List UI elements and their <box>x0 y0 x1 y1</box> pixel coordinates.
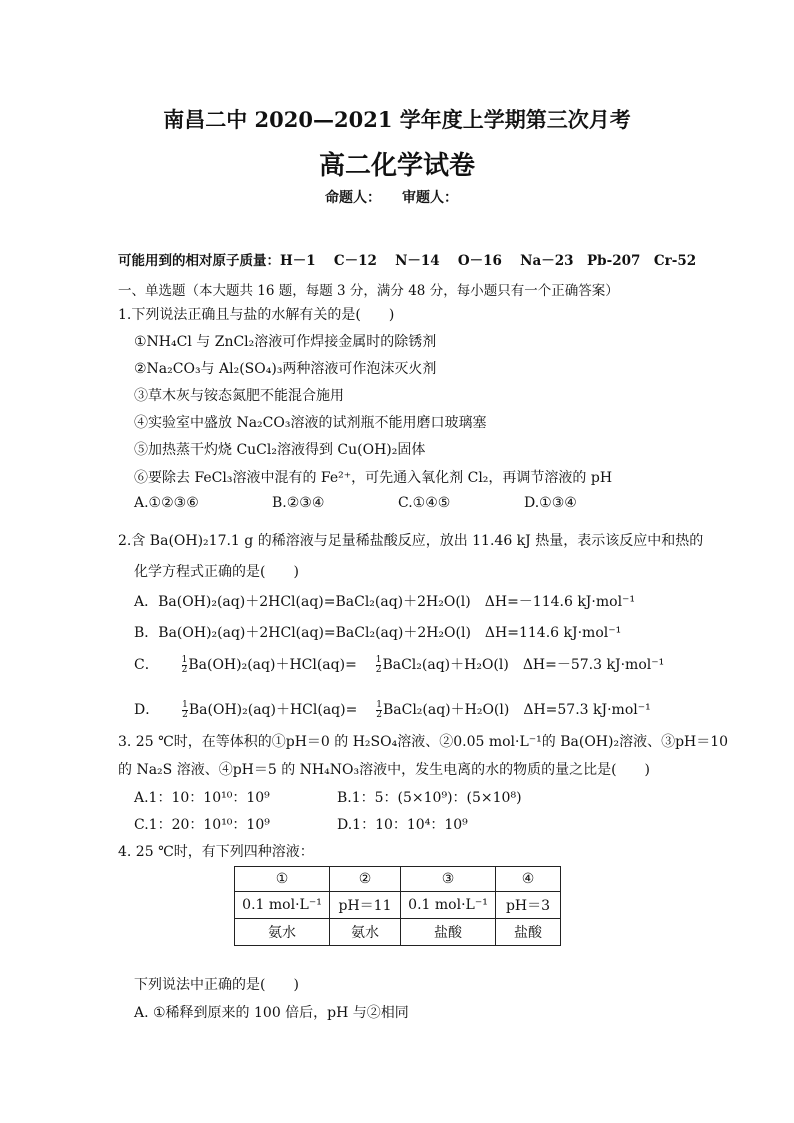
exam-title: 南昌二中 2020—2021 学年度上学期第三次月考 <box>163 107 631 132</box>
exam-subtitle: 高二化学试卷 <box>318 151 475 181</box>
table-cell: 氨水 <box>330 919 401 946</box>
q2-stem: 2.含 Ba(OH)₂17.1 g 的稀溶液与足量稀盐酸反应，放出 11.46 kJ 热量，表示该反应中和热的 <box>118 533 704 549</box>
q1-item: ③草木灰与铵态氮肥不能混合施用 <box>134 388 344 404</box>
equation-right: BaCl₂(aq)＋H₂O(l) ΔH=57.3 kJ·mol⁻¹ <box>382 702 651 718</box>
fraction-half: $\frac{1}{2}$ <box>375 654 382 675</box>
table-header: ③ <box>401 867 496 892</box>
option-label: D． <box>134 702 160 718</box>
q1-option-d: D.①③④ <box>524 495 577 511</box>
q3-option-a: A.1：10：10¹⁰：10⁹ <box>134 790 270 806</box>
q1-item: ⑤加热蒸干灼烧 CuCl₂溶液得到 Cu(OH)₂固体 <box>134 442 426 458</box>
q2-option-d <box>134 699 651 720</box>
q2-stem-cont: 化学方程式正确的是( ) <box>134 564 299 580</box>
authors-line: 命题人： 审题人： <box>325 190 458 206</box>
q3-stem: 3. 25 ℃时，在等体积的①pH＝0 的 H₂SO₄溶液、②0.05 mol·L⁻¹的 Ba(OH)₂溶液、③pH＝10 <box>118 734 729 750</box>
table-row <box>235 892 561 919</box>
option-label: C． <box>134 657 159 673</box>
table-header: ② <box>330 867 401 892</box>
table-row <box>235 919 561 946</box>
q2-option-c <box>134 654 664 675</box>
equation-left: Ba(OH)₂(aq)＋HCl(aq)= <box>188 657 357 673</box>
fraction-half: $\frac{1}{2}$ <box>376 699 382 720</box>
q1-option-a: A.①②③⑥ <box>134 495 199 511</box>
fraction-half: $\frac{1}{2}$ <box>182 699 188 720</box>
q1-stem: 1.下列说法正确且与盐的水解有关的是( ) <box>118 307 395 323</box>
q3-option-b: B.1：5：(5×10⁹)：(5×10⁸) <box>337 790 522 806</box>
table-header: ④ <box>496 867 561 892</box>
table-cell: 氨水 <box>235 919 330 946</box>
q4-option-a: A. ①稀释到原来的 100 倍后，pH 与②相同 <box>134 1005 409 1021</box>
q2-option-b: B．Ba(OH)₂(aq)＋2HCl(aq)=BaCl₂(aq)＋2H₂O(l) ΔH=114.6 kJ·mol⁻¹ <box>134 625 622 641</box>
fraction-half: $\frac{1}{2}$ <box>181 654 188 675</box>
table-header: ① <box>235 867 330 892</box>
section-heading: 一、单选题（本大题共 16 题，每题 3 分，满分 48 分，每小题只有一个正确答案） <box>118 283 619 299</box>
q4-stem: 4. 25 ℃时，有下列四种溶液： <box>118 844 314 860</box>
table-row <box>235 867 561 892</box>
table-cell: 0.1 mol·L⁻¹ <box>401 892 496 919</box>
table-cell: 盐酸 <box>496 919 561 946</box>
q1-item: ⑥要除去 FeCl₃溶液中混有的 Fe²⁺，可先通入氧化剂 Cl₂，再调节溶液的 pH <box>134 470 613 486</box>
q3-option-c: C.1：20：10¹⁰：10⁹ <box>134 817 270 833</box>
q1-option-c: C.①④⑤ <box>398 495 451 511</box>
table-cell: 盐酸 <box>401 919 496 946</box>
q1-option-b: B.②③④ <box>272 495 325 511</box>
table-cell: 0.1 mol·L⁻¹ <box>235 892 330 919</box>
solutions-table <box>234 866 561 946</box>
table-cell: pH＝11 <box>330 892 401 919</box>
equation-left: Ba(OH)₂(aq)＋HCl(aq)= <box>188 702 358 718</box>
equation-right: BaCl₂(aq)＋H₂O(l) ΔH=－57.3 kJ·mol⁻¹ <box>382 657 665 673</box>
table-cell: pH＝3 <box>496 892 561 919</box>
q2-option-a: A．Ba(OH)₂(aq)＋2HCl(aq)=BaCl₂(aq)＋2H₂O(l) ΔH=－114.6 kJ·mol⁻¹ <box>134 594 636 610</box>
q1-item: ②Na₂CO₃与 Al₂(SO₄)₃两种溶液可作泡沫灭火剂 <box>134 361 437 377</box>
atomic-mass-line: 可能用到的相对原子质量：H－1 C－12 N－14 O－16 Na－23 Pb-207 Cr-52 <box>118 253 697 269</box>
q3-stem-cont: 的 Na₂S 溶液、④pH＝5 的 NH₄NO₃溶液中，发生电离的水的物质的量之比是( ) <box>118 762 651 778</box>
q1-item: ④实验室中盛放 Na₂CO₃溶液的试剂瓶不能用磨口玻璃塞 <box>134 415 487 431</box>
q3-option-d: D.1：10：10⁴：10⁹ <box>337 817 468 833</box>
q1-item: ①NH₄Cl 与 ZnCl₂溶液可作焊接金属时的除锈剂 <box>134 334 437 350</box>
q4-prompt: 下列说法中正确的是( ) <box>134 977 299 993</box>
